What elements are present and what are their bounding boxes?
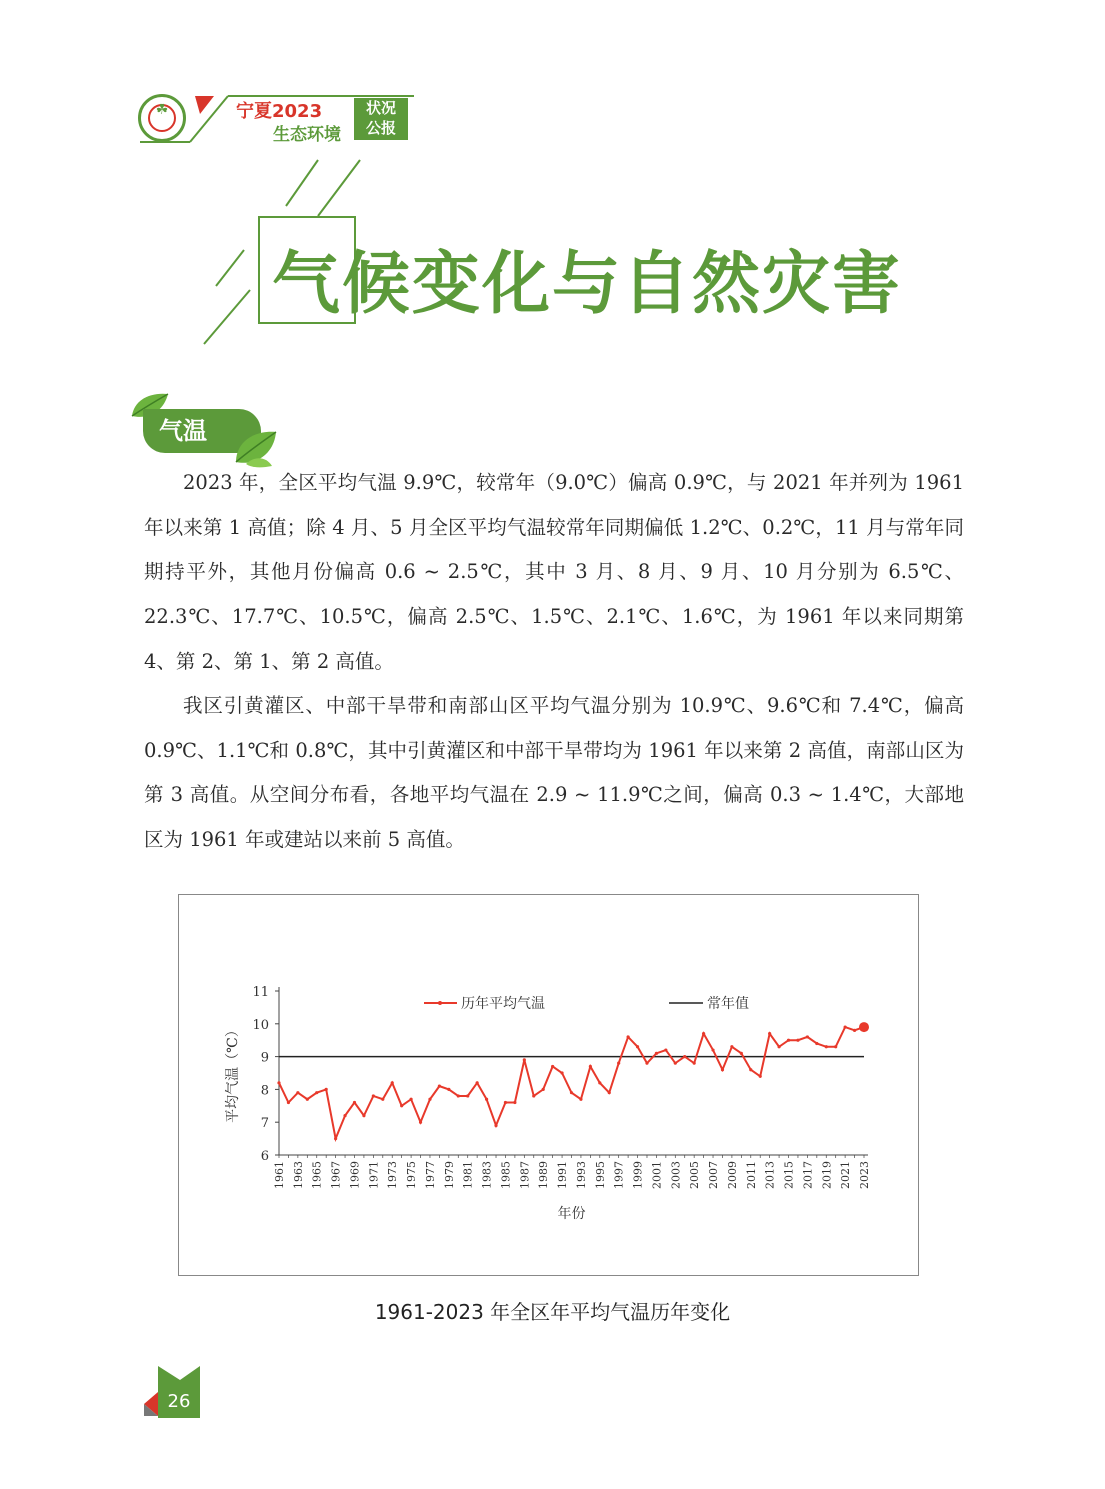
x-tick-label: 1977 xyxy=(423,1161,437,1189)
legend-marker-annual xyxy=(438,1001,442,1005)
x-tick-label: 2015 xyxy=(782,1161,796,1189)
body-paragraph: 2023 年，全区平均气温 9.9℃，较常年（9.0℃）偏高 0.9℃，与 2021 年并列为 1961 年以来第 1 高值；除 4 月、5 月全区平均气温较常年同期偏低 1.2℃、0.2℃，11 月与常年同期持平外，其他月份偏高 0.6 ~ 2.5℃，其中 3 月、8 月、9 月、10 月分别为 6.5℃、22.3℃、17.7℃、10.5℃，偏高 2.5℃、1.5℃、2.1℃、1.6℃，为 1961 年以来同期第 4、第 2、第 1、第 2 高值。 xyxy=(144,471,964,673)
x-tick-label: 1999 xyxy=(631,1161,645,1189)
data-point xyxy=(325,1088,328,1091)
x-tick-label: 2021 xyxy=(839,1161,853,1189)
logo-icon: ☘ xyxy=(155,102,169,118)
x-tick-label: 1979 xyxy=(442,1161,456,1189)
legend-label-normal: 常年值 xyxy=(707,996,749,1012)
data-point xyxy=(523,1058,526,1061)
x-tick-label: 1967 xyxy=(329,1161,343,1189)
x-tick-label: 1981 xyxy=(461,1161,475,1189)
x-tick-label: 2005 xyxy=(688,1161,702,1189)
data-point xyxy=(372,1094,375,1097)
data-point xyxy=(419,1121,422,1124)
y-tick-label: 8 xyxy=(260,1083,269,1099)
data-point xyxy=(759,1075,762,1078)
data-point xyxy=(466,1094,469,1097)
header-badge-line1: 状况 xyxy=(365,99,396,117)
data-point xyxy=(777,1045,780,1048)
data-point xyxy=(343,1114,346,1117)
header-title-line1: 宁夏2023 xyxy=(236,101,323,122)
x-tick-label: 2011 xyxy=(744,1161,758,1189)
data-point xyxy=(306,1098,309,1101)
data-point xyxy=(664,1048,667,1051)
chapter-title: 气候变化与自然灾害 xyxy=(272,244,903,324)
x-tick-label: 1989 xyxy=(537,1161,551,1189)
data-point xyxy=(570,1091,573,1094)
x-tick-label: 2013 xyxy=(763,1161,777,1189)
data-point xyxy=(645,1062,648,1065)
figure-caption: 1961-2023 年全区年平均气温历年变化 xyxy=(374,1300,731,1324)
data-point xyxy=(608,1091,611,1094)
data-point xyxy=(825,1045,828,1048)
data-point xyxy=(721,1068,724,1071)
temperature-chart-svg xyxy=(179,895,918,1275)
data-point xyxy=(768,1032,771,1035)
data-point xyxy=(598,1081,601,1084)
data-point xyxy=(485,1098,488,1101)
x-tick-label: 2001 xyxy=(650,1161,664,1189)
data-point xyxy=(362,1114,365,1117)
header-title-line2: 生态环境 xyxy=(273,125,341,145)
data-point xyxy=(532,1094,535,1097)
x-tick-label: 1987 xyxy=(518,1161,532,1189)
data-point xyxy=(859,1022,869,1032)
x-tick-label: 1973 xyxy=(386,1161,400,1189)
x-tick-label: 1985 xyxy=(499,1161,513,1189)
header-report-badge xyxy=(354,98,408,140)
data-point xyxy=(504,1101,507,1104)
data-point xyxy=(702,1032,705,1035)
data-point xyxy=(579,1098,582,1101)
data-point xyxy=(438,1085,441,1088)
data-point xyxy=(740,1052,743,1055)
data-point xyxy=(589,1065,592,1068)
x-tick-label: 1971 xyxy=(367,1161,381,1189)
x-tick-label: 2003 xyxy=(669,1161,683,1189)
section-label-temperature: 气温 xyxy=(143,409,261,453)
data-point xyxy=(391,1081,394,1084)
y-tick-label: 11 xyxy=(252,985,269,1000)
legend-label-annual: 历年平均气温 xyxy=(461,996,545,1012)
data-point xyxy=(494,1124,497,1127)
data-point xyxy=(476,1081,479,1084)
data-point xyxy=(287,1101,290,1104)
x-tick-label: 1983 xyxy=(480,1161,494,1189)
header-badge-line2: 公报 xyxy=(365,119,396,137)
data-point xyxy=(400,1104,403,1107)
x-tick-label: 2017 xyxy=(801,1161,815,1189)
x-tick-label: 2023 xyxy=(858,1161,871,1189)
data-point xyxy=(428,1098,431,1101)
y-tick-label: 9 xyxy=(260,1050,269,1066)
data-point xyxy=(655,1052,658,1055)
x-tick-label: 1965 xyxy=(310,1161,324,1189)
data-point xyxy=(749,1068,752,1071)
data-point xyxy=(683,1055,686,1058)
x-tick-label: 2009 xyxy=(725,1161,739,1189)
annual-temperature-line xyxy=(279,1027,864,1139)
y-axis-label: 平均气温（℃） xyxy=(225,1023,241,1123)
data-point xyxy=(560,1071,563,1074)
data-point xyxy=(693,1062,696,1065)
data-point xyxy=(315,1091,318,1094)
x-tick-label: 1995 xyxy=(593,1161,607,1189)
data-point xyxy=(787,1039,790,1042)
data-point xyxy=(447,1088,450,1091)
data-point xyxy=(844,1025,847,1028)
data-point xyxy=(815,1042,818,1045)
y-tick-label: 10 xyxy=(252,1017,269,1033)
data-point xyxy=(409,1098,412,1101)
x-axis-label: 年份 xyxy=(557,1206,586,1222)
x-tick-label: 1969 xyxy=(348,1161,362,1189)
data-point xyxy=(353,1101,356,1104)
data-point xyxy=(711,1048,714,1051)
x-tick-label: 1963 xyxy=(291,1161,305,1189)
page-number: 26 xyxy=(158,1386,200,1418)
data-point xyxy=(730,1045,733,1048)
data-point xyxy=(457,1094,460,1097)
y-tick-label: 7 xyxy=(260,1116,269,1132)
data-point xyxy=(513,1101,516,1104)
data-point xyxy=(334,1137,337,1140)
data-point xyxy=(636,1045,639,1048)
data-point xyxy=(796,1039,799,1042)
x-tick-label: 2019 xyxy=(820,1161,834,1189)
data-point xyxy=(674,1062,677,1065)
data-point xyxy=(277,1081,280,1084)
x-tick-label: 1975 xyxy=(405,1161,419,1189)
data-point xyxy=(627,1035,630,1038)
x-tick-label: 1991 xyxy=(556,1161,570,1189)
data-point xyxy=(551,1065,554,1068)
data-point xyxy=(806,1035,809,1038)
data-point xyxy=(381,1098,384,1101)
data-point xyxy=(853,1029,856,1032)
x-tick-label: 1993 xyxy=(574,1161,588,1189)
x-tick-label: 1997 xyxy=(612,1161,626,1189)
data-point xyxy=(542,1088,545,1091)
temperature-chart xyxy=(178,894,919,1276)
data-point xyxy=(834,1045,837,1048)
x-tick-label: 2007 xyxy=(707,1161,721,1189)
data-point xyxy=(617,1062,620,1065)
data-point xyxy=(296,1091,299,1094)
x-tick-label: 1961 xyxy=(273,1161,286,1189)
body-paragraph: 我区引黄灌区、中部干旱带和南部山区平均气温分别为 10.9℃、9.6℃和 7.4℃，偏高 0.9℃、1.1℃和 0.8℃，其中引黄灌区和中部干旱带均为 1961 年以来第 2 高值，南部山区为第 3 高值。从空间分布看，各地平均气温在 2.9 ~ 11.9℃之间，偏高 0.3 ~ 1.4℃，大部地区为 1961 年或建站以来前 5 高值。 xyxy=(144,694,964,852)
y-tick-label: 6 xyxy=(260,1149,269,1164)
